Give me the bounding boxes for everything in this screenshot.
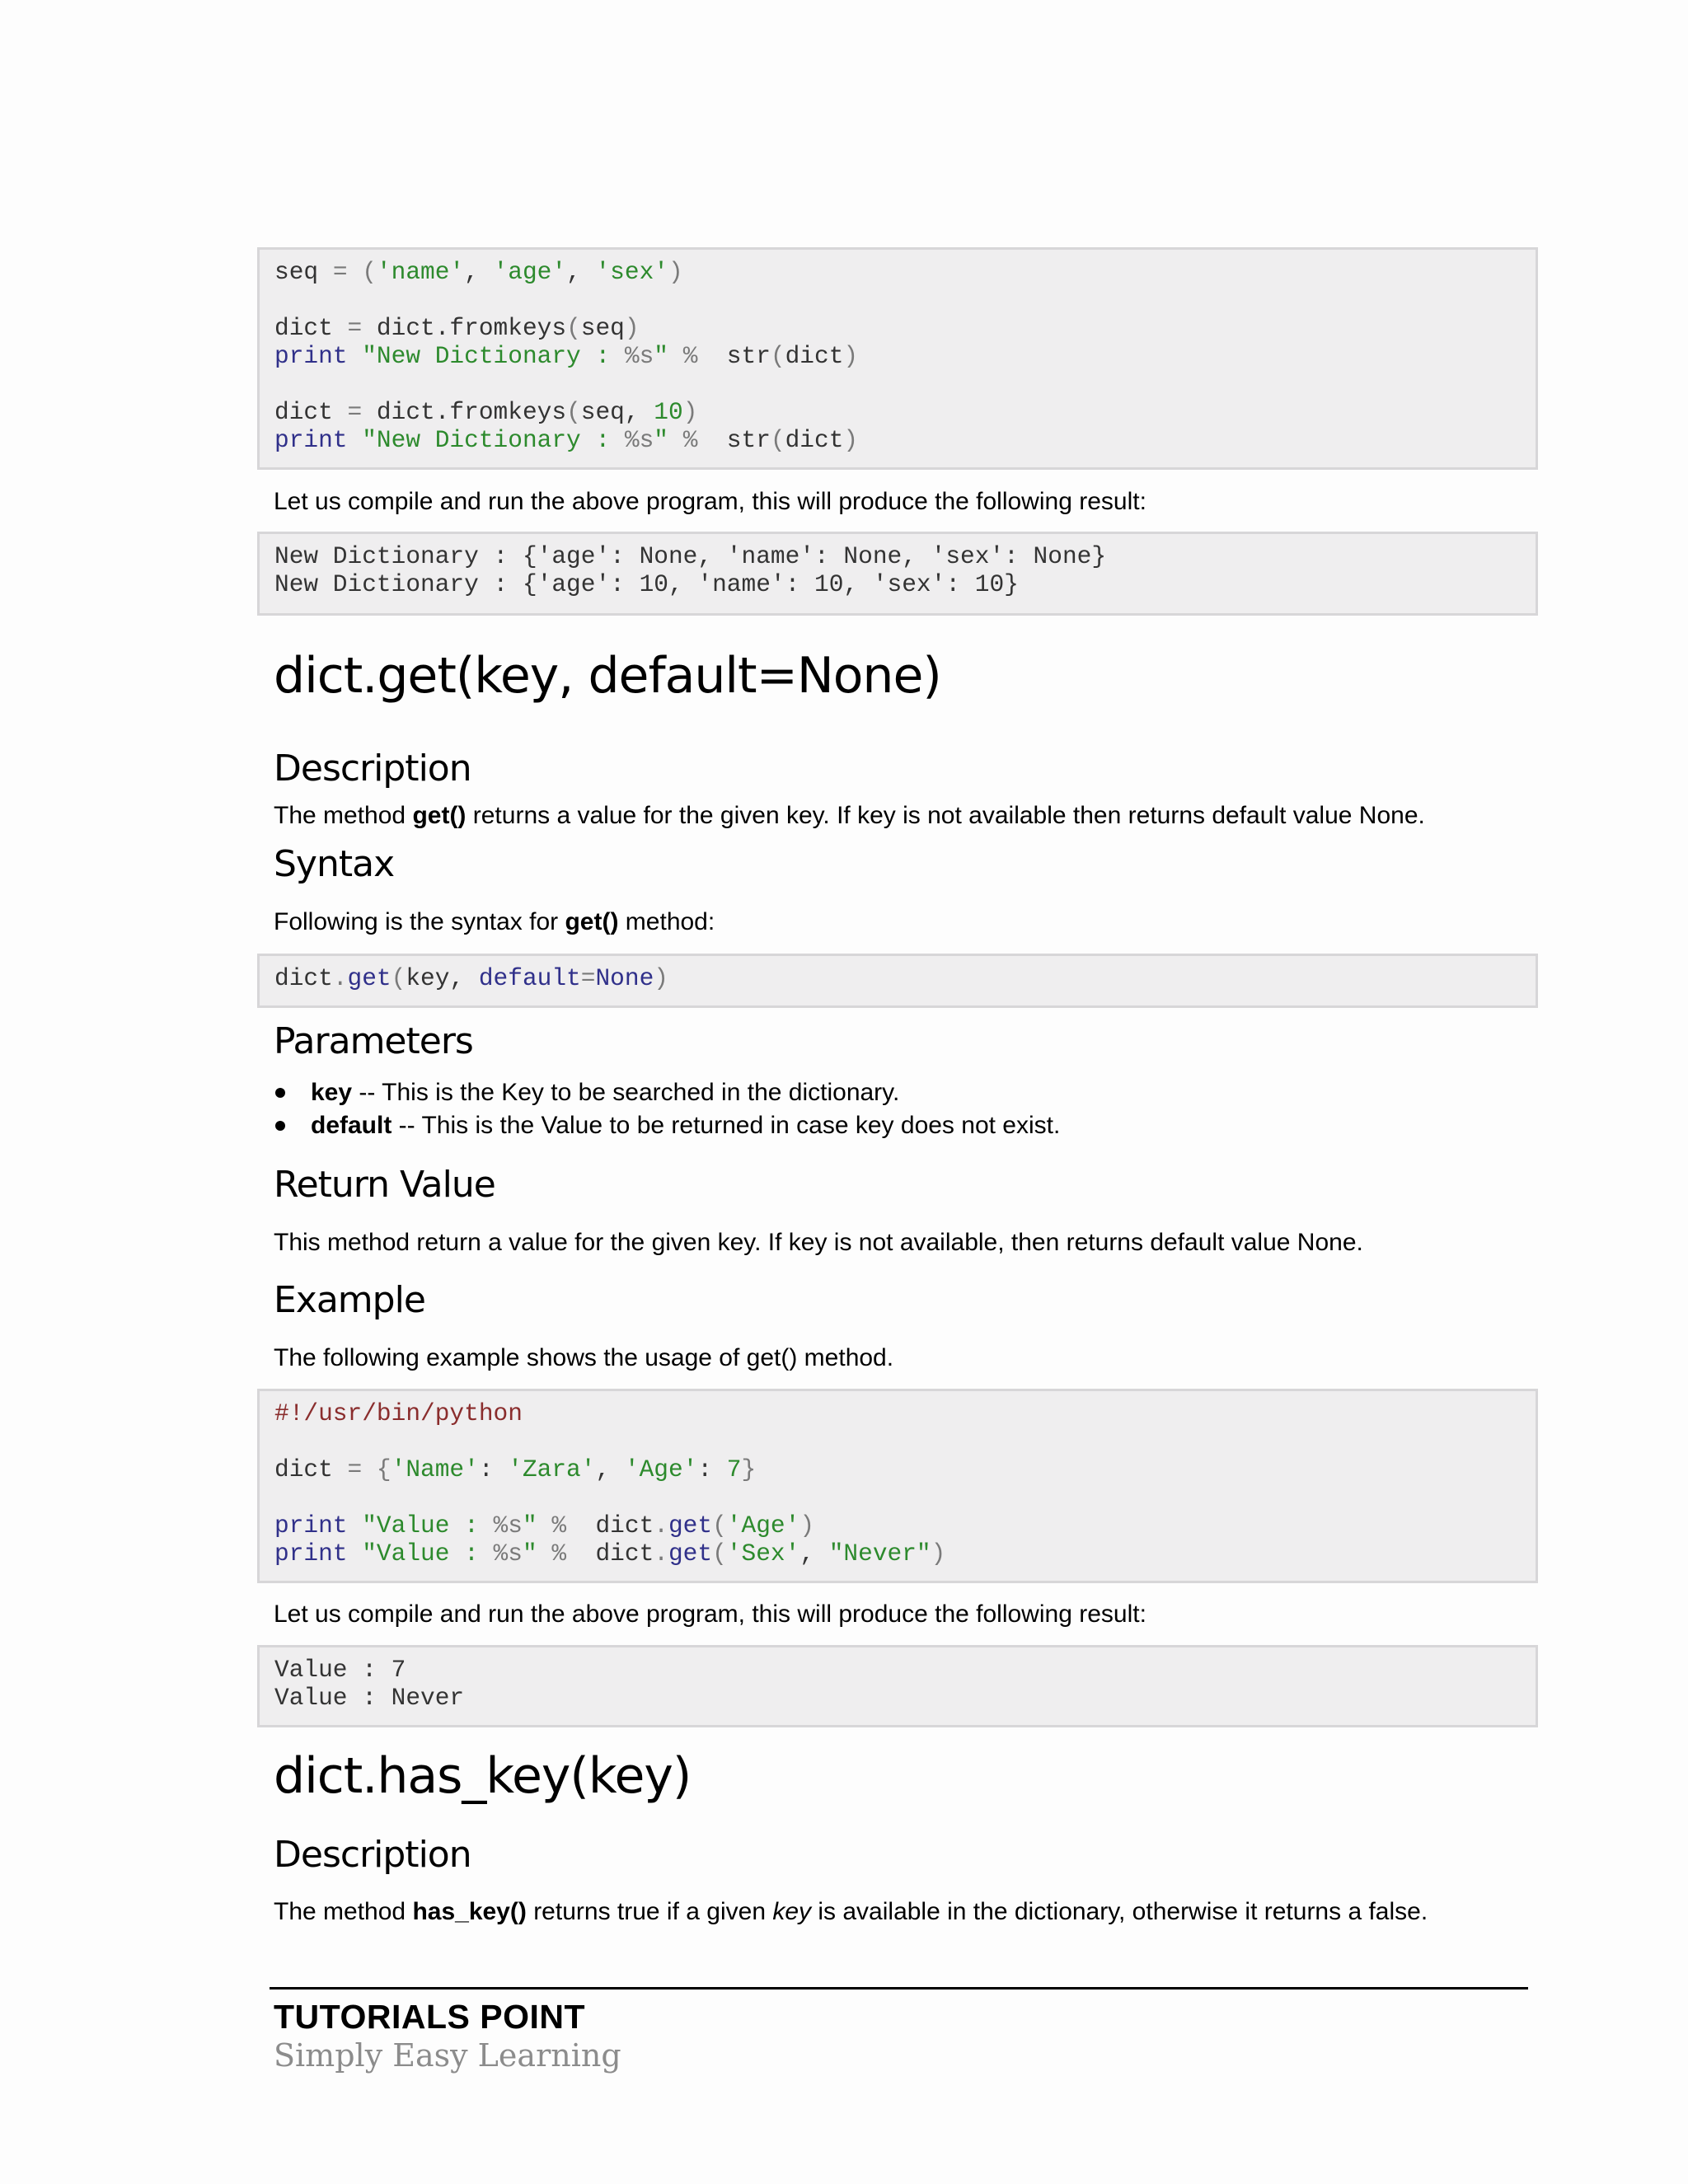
output-line: Value : Never [274, 1684, 465, 1712]
code-line-text: seq = ('name', 'age', 'sex') [274, 258, 683, 286]
code-line [274, 1483, 1536, 1511]
section-title-get: dict.get(key, default=None) [274, 647, 941, 705]
footer-divider [270, 1987, 1528, 1990]
description-heading: Description [274, 1834, 471, 1876]
method-name: get() [565, 908, 619, 935]
code-line: #!/usr/bin/python [274, 1399, 523, 1427]
code-line [274, 258, 1536, 286]
code-line: dict = dict.fromkeys(seq) [274, 314, 640, 342]
parameters-list [274, 1076, 1060, 1142]
parameters-heading: Parameters [274, 1020, 473, 1062]
param-desc: -- This is the Key to be searched in the dictionary. [352, 1079, 900, 1106]
description-heading: Description [274, 748, 471, 790]
list-item [274, 1109, 1060, 1142]
output-block-fromkeys [257, 532, 1538, 616]
text-span: The method [274, 1898, 413, 1925]
code-block-get [257, 1389, 1538, 1583]
syntax-text [274, 907, 715, 937]
has-key-description-text [274, 1897, 1428, 1927]
code-line: print "Value : %s" % dict.get('Sex', "Never") [274, 1540, 946, 1568]
param-desc: -- This is the Value to be returned in case key does not exist. [392, 1112, 1061, 1139]
text-span: returns a value for the given key. If key is not available then returns default value None. [466, 802, 1425, 829]
example-heading: Example [274, 1279, 425, 1321]
footer-brand: TUTORIALS POINT [274, 1998, 586, 2036]
text-span: The method [274, 802, 413, 829]
param-name: key [311, 1079, 353, 1106]
output-line: New Dictionary : {'age': 10, 'name': 10, 'sex': 10} [274, 570, 1019, 598]
code-line [274, 1427, 1536, 1455]
description-text [274, 801, 1425, 831]
text-span: Following is the syntax for [274, 908, 565, 935]
result-intro-2: Let us compile and run the above program, this will produce the following result: [274, 1601, 1146, 1628]
footer-tagline: Simply Easy Learning [274, 2037, 621, 2074]
syntax-heading: Syntax [274, 843, 395, 885]
text-span: returns true if a given [526, 1898, 773, 1925]
italic-term: key [772, 1898, 812, 1925]
list-item [274, 1076, 1060, 1109]
code-line [274, 286, 1536, 314]
param-name: default [311, 1112, 392, 1139]
text-span: is available in the dictionary, otherwise it returns a false. [811, 1898, 1428, 1925]
method-name: has_key() [412, 1898, 527, 1925]
code-line: print "New Dictionary : %s" % str(dict) [274, 426, 859, 454]
code-block-fromkeys [257, 247, 1538, 470]
syntax-code-block [257, 954, 1538, 1008]
code-line: print "Value : %s" % dict.get('Age') [274, 1511, 815, 1540]
output-line: Value : 7 [274, 1656, 406, 1684]
example-text: The following example shows the usage of get() method. [274, 1344, 894, 1371]
code-line [274, 370, 1536, 398]
output-line: New Dictionary : {'age': None, 'name': None, 'sex': None} [274, 542, 1107, 570]
return-value-text: This method return a value for the given key. If key is not available, then returns default value None. [274, 1229, 1363, 1256]
method-name: get() [412, 802, 467, 829]
code-line: dict.get(key, default=None) [274, 964, 668, 992]
code-line: dict = {'Name': 'Zara', 'Age': 7} [274, 1455, 757, 1483]
section-title-has-key: dict.has_key(key) [274, 1747, 692, 1805]
text-span: method: [618, 908, 715, 935]
return-value-heading: Return Value [274, 1164, 495, 1206]
output-block-get [257, 1645, 1538, 1727]
code-line: print "New Dictionary : %s" % str(dict) [274, 342, 859, 370]
result-intro-1: Let us compile and run the above program, this will produce the following result: [274, 488, 1146, 515]
code-line: dict = dict.fromkeys(seq, 10) [274, 398, 698, 426]
